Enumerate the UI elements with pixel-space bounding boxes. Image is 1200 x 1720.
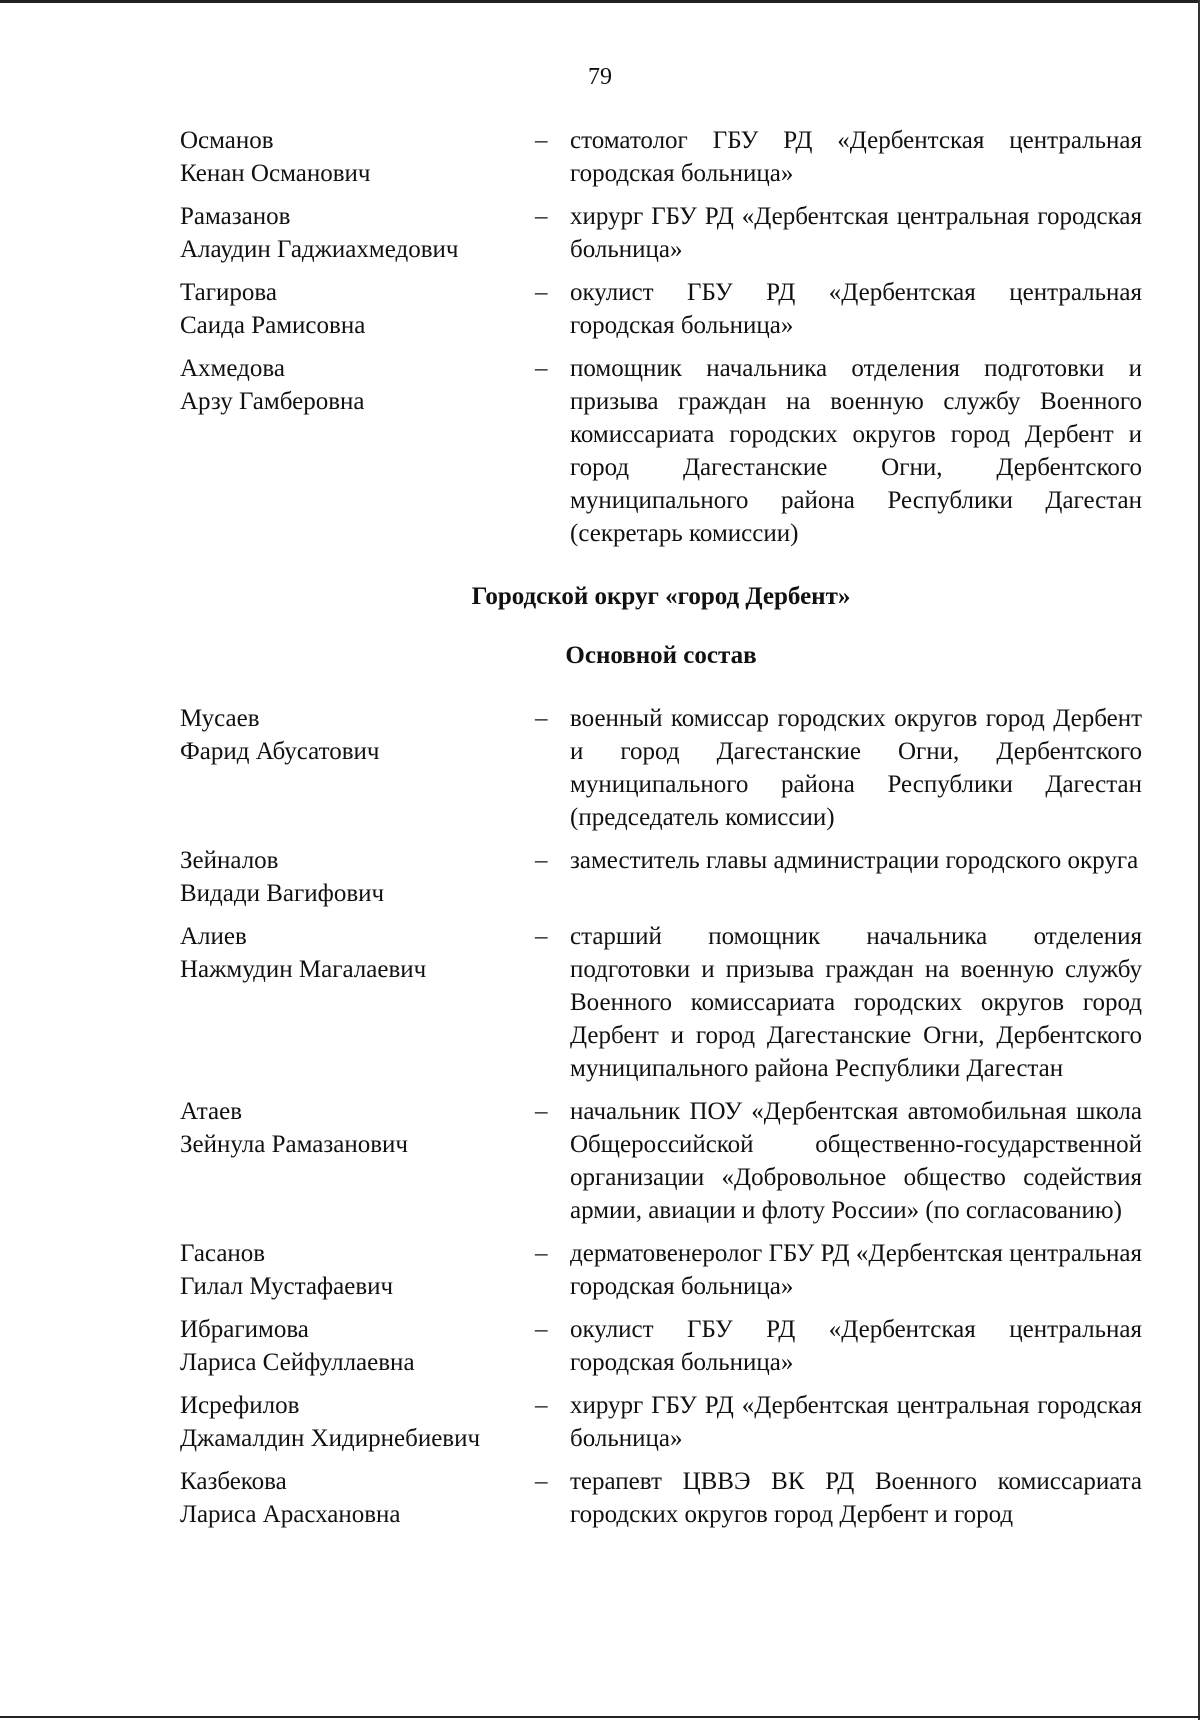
member-entry — [180, 1465, 1142, 1531]
dash-separator: – — [535, 1316, 548, 1343]
dash-separator: – — [535, 1098, 548, 1125]
member-surname: Атаев — [180, 1098, 243, 1125]
member-surname: Мусаев — [180, 705, 260, 732]
member-given-name: Видади Вагифович — [180, 880, 385, 907]
member-name — [180, 702, 535, 834]
member-position: хирург ГБУ РД «Дербентская центральная городская больница» — [570, 1392, 1142, 1452]
member-surname: Казбекова — [180, 1468, 287, 1495]
member-name — [180, 124, 535, 190]
member-position: окулист ГБУ РД «Дербентская центральная городская больница» — [570, 279, 1142, 339]
member-name — [180, 276, 535, 342]
document-body — [180, 124, 1142, 1531]
member-position: заместитель главы администрации городского округа — [570, 847, 1139, 874]
member-given-name: Лариса Арасхановна — [180, 1501, 401, 1528]
dash-separator: – — [535, 203, 548, 230]
member-given-name: Зейнула Рамазанович — [180, 1131, 408, 1158]
dash-separator: – — [535, 1240, 548, 1267]
page-number: 79 — [588, 64, 612, 90]
member-name — [180, 1465, 535, 1531]
composition-heading: Основной состав — [565, 642, 757, 669]
member-position: дерматовенеролог ГБУ РД «Дербентская центральная городская больница» — [570, 1240, 1142, 1300]
member-entry — [180, 1237, 1142, 1303]
member-surname: Зейналов — [180, 847, 279, 874]
member-given-name: Алаудин Гаджиахмедович — [180, 236, 459, 263]
member-position: старший помощник начальника отделения подготовки и призыва граждан на военную службу Военного комиссариата городских округов город Дербент и город Дагестанские Огни, Дербентского муниципального района Республики Дагестан — [570, 923, 1142, 1082]
member-name — [180, 352, 535, 550]
member-entry — [180, 1389, 1142, 1455]
member-name — [180, 1237, 535, 1303]
dash-separator: – — [535, 1468, 548, 1495]
member-name — [180, 1313, 535, 1379]
scan-edge-top — [0, 0, 1200, 3]
member-given-name: Джамалдин Хидирнебиевич — [180, 1425, 481, 1452]
dash-separator: – — [535, 705, 548, 732]
member-entry — [180, 844, 1142, 910]
member-entry — [180, 1313, 1142, 1379]
dash-separator: – — [535, 355, 548, 382]
member-given-name: Нажмудин Магалаевич — [180, 956, 427, 983]
member-surname: Алиев — [180, 923, 247, 950]
member-position: помощник начальника отделения подготовки и призыва граждан на военную службу Военного комиссариата городских округов город Дербент и город Дагестанские Огни, Дербентского муниципального района Республики Дагестан (секретарь комиссии) — [570, 355, 1142, 547]
member-position: начальник ПОУ «Дербентская автомобильная школа Общероссийской общественно-государственной организации «Добровольное общество содействия армии, авиации и флоту России» (по согласованию) — [570, 1098, 1142, 1224]
dash-separator: – — [535, 847, 548, 874]
member-surname: Рамазанов — [180, 203, 291, 230]
member-entry — [180, 124, 1142, 190]
member-given-name: Гилал Мустафаевич — [180, 1273, 394, 1300]
district-heading: Городской округ «город Дербент» — [471, 583, 851, 610]
member-surname: Тагирова — [180, 279, 277, 306]
member-given-name: Арзу Гамберовна — [180, 388, 365, 415]
member-entry — [180, 276, 1142, 342]
member-position: хирург ГБУ РД «Дербентская центральная городская больница» — [570, 203, 1142, 263]
dash-separator: – — [535, 127, 548, 154]
member-name — [180, 1095, 535, 1227]
member-position: окулист ГБУ РД «Дербентская центральная городская больница» — [570, 1316, 1142, 1376]
dash-separator: – — [535, 1392, 548, 1419]
member-name — [180, 1389, 535, 1455]
member-entry — [180, 1095, 1142, 1227]
member-name — [180, 920, 535, 1085]
member-given-name: Лариса Сейфуллаевна — [180, 1349, 415, 1376]
member-entry — [180, 200, 1142, 266]
member-entry — [180, 920, 1142, 1085]
member-given-name: Кенан Османович — [180, 160, 371, 187]
scan-edge-bottom — [0, 1716, 1200, 1718]
member-surname: Османов — [180, 127, 274, 154]
dash-separator: – — [535, 279, 548, 306]
member-given-name: Саида Рамисовна — [180, 312, 366, 339]
member-entry — [180, 352, 1142, 550]
member-position: терапевт ЦВВЭ ВК РД Военного комиссариата городских округов город Дербент и город — [570, 1468, 1142, 1528]
member-position: военный комиссар городских округов город Дербент и город Дагестанские Огни, Дербентского муниципального района Республики Дагестан (председатель комиссии) — [570, 705, 1142, 831]
member-surname: Ибрагимова — [180, 1316, 309, 1343]
dash-separator: – — [535, 923, 548, 950]
member-name — [180, 200, 535, 266]
member-surname: Исрефилов — [180, 1392, 300, 1419]
member-given-name: Фарид Абусатович — [180, 738, 380, 765]
member-name — [180, 844, 535, 910]
member-entry — [180, 702, 1142, 834]
member-position: стоматолог ГБУ РД «Дербентская центральная городская больница» — [570, 127, 1142, 187]
member-surname: Гасанов — [180, 1240, 266, 1267]
member-surname: Ахмедова — [180, 355, 285, 382]
